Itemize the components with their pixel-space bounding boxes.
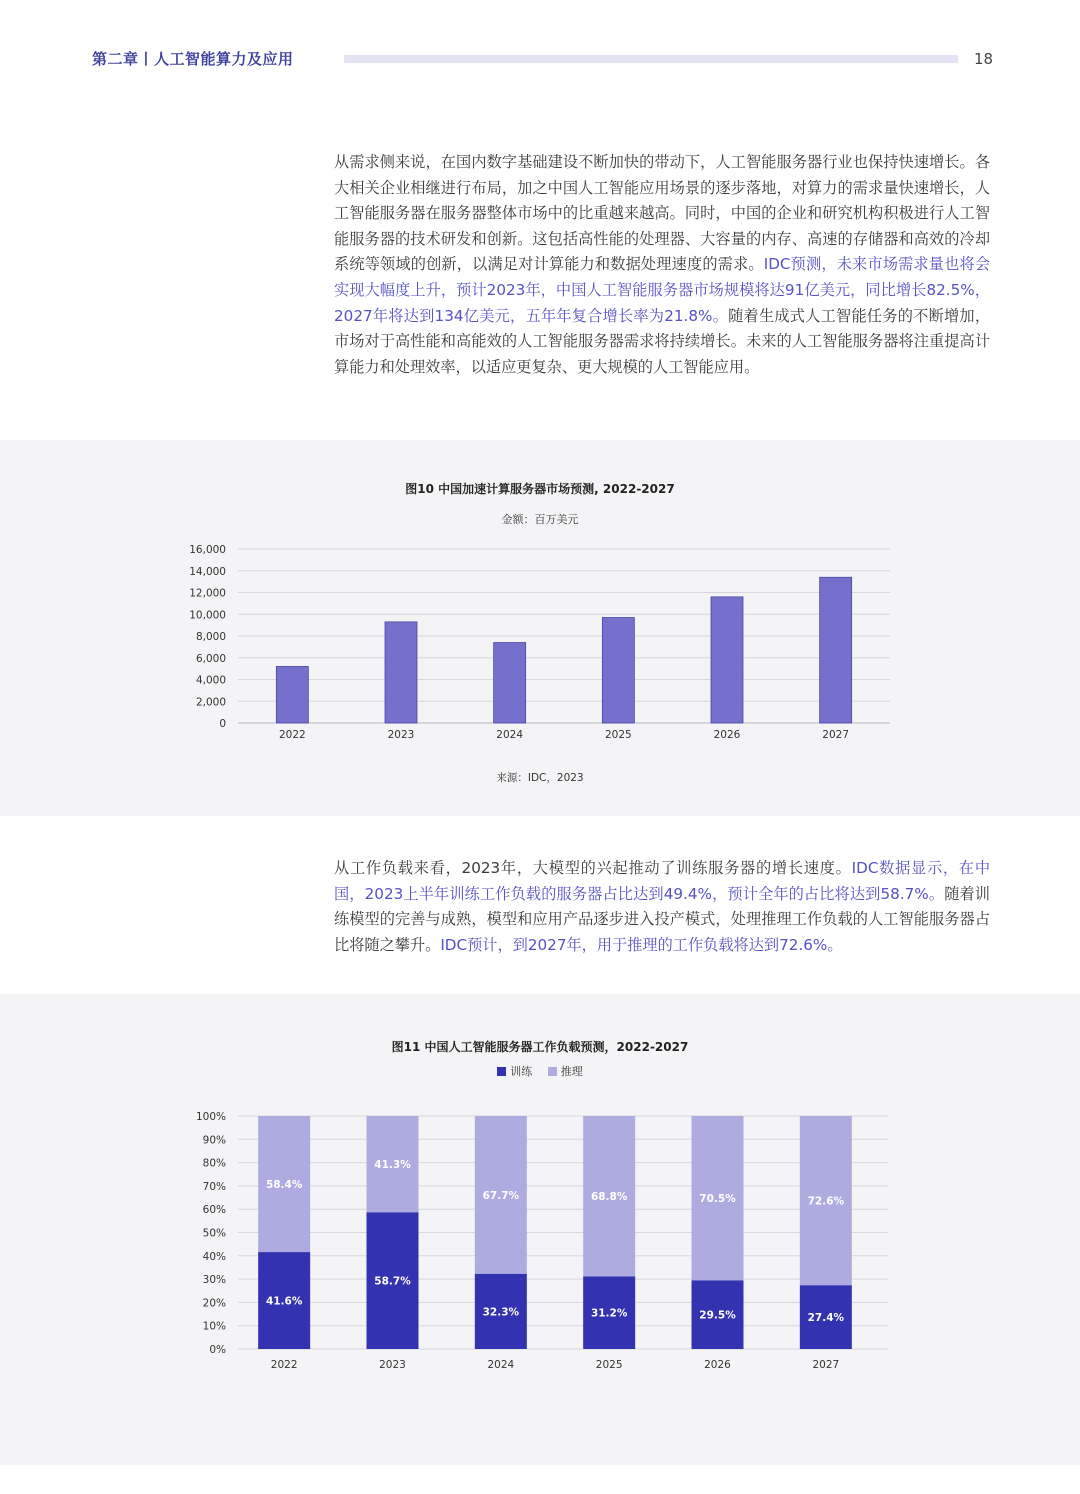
y-tick-label: 12,000	[189, 587, 226, 600]
chart-subtitle: 金额：百万美元	[501, 513, 579, 526]
paragraph-text: 从需求侧来说，在国内数字基础建设不断加快的带动下，人工智能服务器行业也保持快速增长。各大相关企业相继进行布局，加之中国人工智能应用场景的逐步落地，对算力的需求量快速增长，人工智能服务器在服务器整体市场中的比重越来越高。同时，中国的企业和研究机构积极进行人工智能服务器的技术研发和创新。这包括高性能的处理器、大容量的内存、高速的存储器和高效的冷却系统等领域的创新，以满足对计算能力和数据处理速度的需求。	[334, 153, 990, 274]
bar	[385, 622, 417, 723]
y-tick-label: 4,000	[195, 674, 226, 687]
y-tick-label: 10%	[202, 1320, 226, 1333]
paragraph-text: 从工作负载来看，2023年，大模型的兴起推动了训练服务器的增长速度。	[334, 859, 852, 877]
y-tick-label: 2,000	[195, 696, 226, 709]
chart-legend	[0, 1063, 1080, 1079]
legend-item-training	[497, 1063, 532, 1079]
data-label: 70.5%	[699, 1193, 736, 1206]
y-tick-label: 0%	[209, 1344, 226, 1356]
data-label: 67.7%	[482, 1189, 520, 1202]
x-tick-label: 2022	[278, 729, 306, 741]
legend-item-inference	[548, 1063, 583, 1079]
y-tick-label: 8,000	[195, 631, 226, 643]
x-tick-label: 2027	[822, 729, 850, 741]
bar-chart-market-forecast	[0, 530, 1080, 850]
x-tick-label: 2026	[704, 1359, 731, 1371]
y-tick-label: 20%	[202, 1297, 226, 1310]
y-tick-label: 6,000	[195, 652, 226, 665]
bar	[711, 597, 743, 723]
legend-label: 推理	[560, 1065, 583, 1078]
x-tick-label: 2023	[379, 1359, 406, 1371]
bar	[820, 577, 852, 723]
data-label: 68.8%	[590, 1191, 628, 1204]
legend-swatch	[548, 1067, 557, 1076]
data-label: 27.4%	[807, 1312, 845, 1325]
chart-title: 图10 中国加速计算服务器市场预测, 2022-2027	[405, 482, 675, 496]
y-tick-label: 60%	[202, 1204, 226, 1217]
highlighted-text: IDC数据显示，在中国，2023上半年训练工作负载的服务器占比达到49.4%，预计全年的占比将达到58.7%。	[334, 859, 991, 903]
y-tick-label: 10,000	[189, 609, 226, 622]
bar	[494, 643, 526, 723]
y-tick-label: 70%	[202, 1180, 226, 1193]
highlighted-text: IDC预计，到2027年，用于推理的工作负载将达到72.6%。	[440, 935, 843, 954]
chapter-title: 第二章丨人工智能算力及应用	[92, 50, 294, 68]
x-tick-label: 2025	[595, 1359, 623, 1371]
body-paragraph-2	[334, 856, 990, 958]
y-tick-label: 16,000	[189, 544, 226, 556]
x-tick-label: 2022	[270, 1359, 298, 1371]
data-label: 32.3%	[482, 1306, 520, 1319]
legend-label: 训练	[510, 1065, 533, 1078]
figure-11-panel	[0, 994, 1080, 1465]
data-label: 41.6%	[265, 1295, 303, 1308]
highlighted-text: IDC预测，未来市场需求量也将会实现大幅度上升，预计2023年，中国人工智能服务器市场规模将达91亿美元，同比增长82.5%，2027年将达到134亿美元，五年年复合增长率为21.8%。	[334, 255, 991, 325]
bar	[276, 666, 308, 723]
body-paragraph-1	[334, 150, 990, 380]
paragraph-text: 随着训练模型的完善与成熟，模型和应用产品逐步进入投产模式，处理推理工作负载的人工智能服务器占比将随之攀升。	[334, 884, 990, 954]
page-number: 18	[974, 50, 994, 68]
y-tick-label: 80%	[202, 1157, 226, 1170]
bar	[602, 618, 634, 723]
x-tick-label: 2024	[487, 1359, 515, 1371]
x-tick-label: 2024	[496, 729, 524, 741]
y-tick-label: 90%	[202, 1134, 226, 1147]
x-tick-label: 2023	[387, 729, 415, 741]
y-tick-label: 14,000	[189, 565, 226, 578]
y-tick-label: 30%	[202, 1274, 226, 1287]
data-label: 72.6%	[807, 1195, 845, 1208]
y-tick-label: 0	[219, 718, 226, 730]
legend-swatch	[497, 1067, 506, 1076]
data-label: 58.7%	[374, 1275, 411, 1288]
data-label: 31.2%	[590, 1307, 628, 1320]
x-tick-label: 2026	[713, 729, 741, 741]
x-tick-label: 2025	[604, 729, 632, 741]
header-divider-bar	[344, 55, 958, 63]
y-tick-label: 40%	[202, 1250, 226, 1263]
data-label: 29.5%	[699, 1309, 736, 1322]
data-label: 58.4%	[265, 1179, 303, 1192]
paragraph-text: 随着生成式人工智能任务的不断增加，市场对于高性能和高能效的人工智能服务器需求将持续增长。未来的人工智能服务器将注重提高计算能力和处理效率，以适应更复杂、更大规模的人工智能应用。	[334, 306, 991, 376]
x-tick-label: 2027	[812, 1359, 840, 1371]
page-header	[0, 0, 1080, 100]
stacked-bar-chart-workload	[0, 1094, 1080, 1494]
chart-source: 来源：IDC，2023	[496, 772, 584, 784]
y-tick-label: 100%	[195, 1111, 226, 1123]
data-label: 41.3%	[374, 1159, 411, 1172]
chart-title: 图11 中国人工智能服务器工作负载预测，2022-2027	[391, 1040, 689, 1054]
y-tick-label: 50%	[202, 1227, 226, 1240]
figure-10-panel	[0, 440, 1080, 816]
